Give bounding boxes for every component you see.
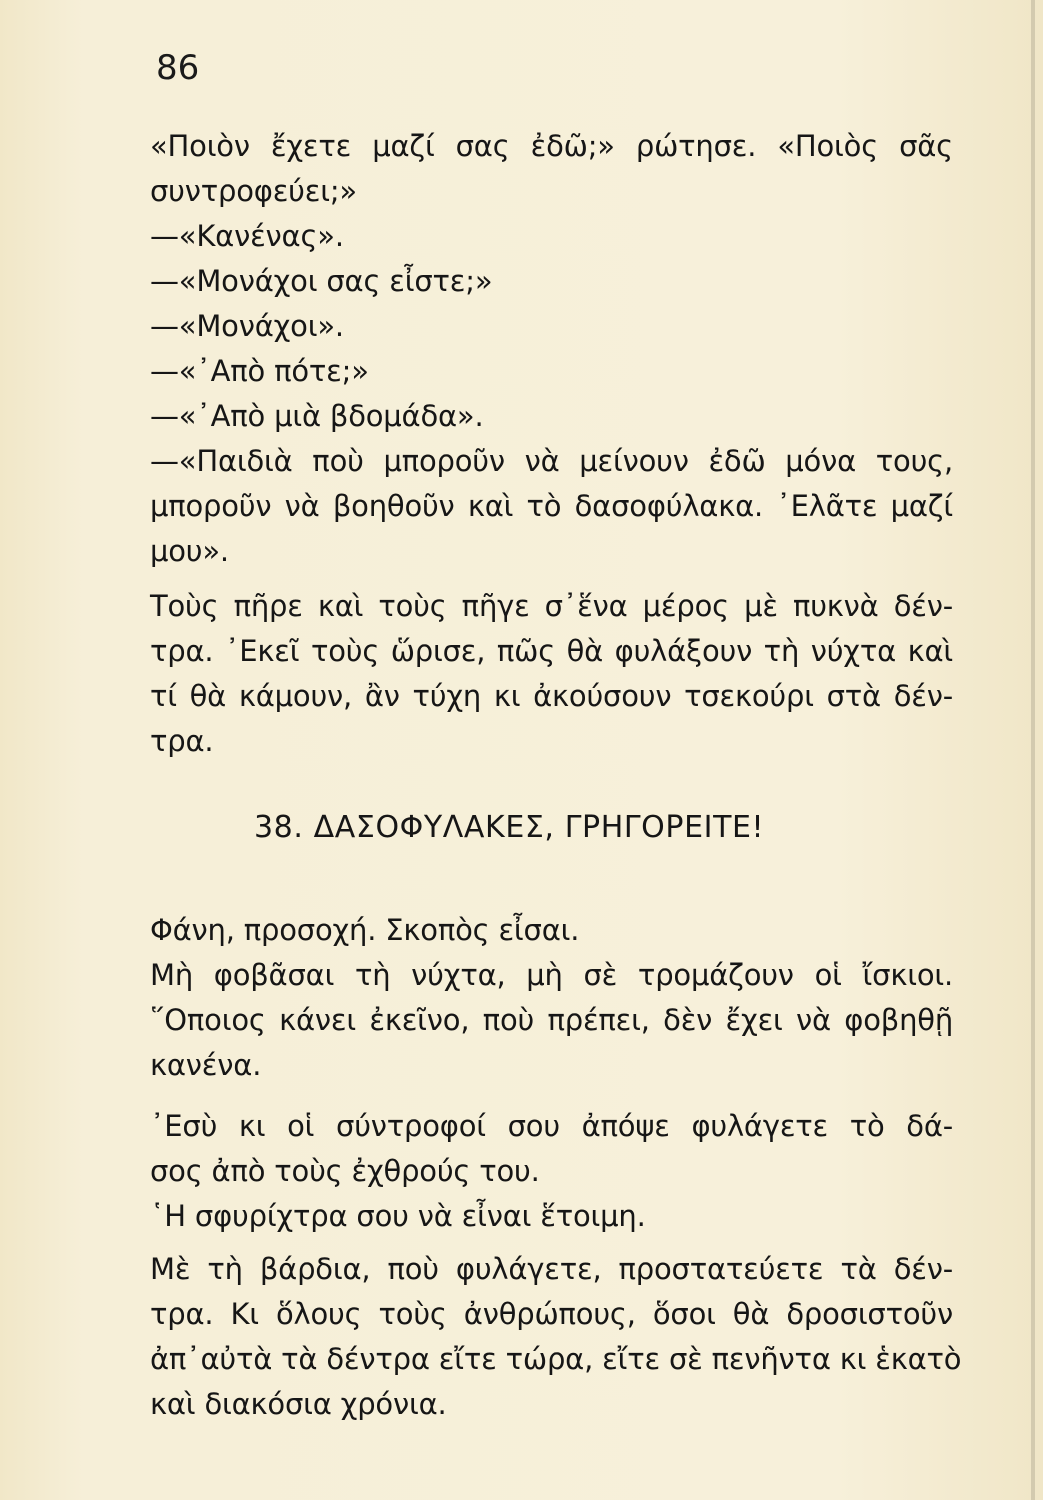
text-line: τρα. ᾿Εκεῖ τοὺς ὥρισε, πῶς θὰ φυλάξουν τὴ νύχτα καὶ [150, 634, 953, 668]
text-line: —«Μονάχοι σας εἶστε;» [150, 264, 493, 298]
text-line: κανένα. [150, 1048, 262, 1082]
text-line: Μὴ φοβᾶσαι τὴ νύχτα, μὴ σὲ τρομάζουν οἱ ἴσκιοι. [150, 958, 953, 992]
text-line: —«᾿Απὸ μιὰ βδομάδα». [150, 399, 484, 433]
text-line: τί θὰ κάμουν, ἂν τύχη κι ἀκούσουν τσεκούρι στὰ δέν- [150, 679, 953, 713]
text-line: Φάνη, προσοχή. Σκοπὸς εἶσαι. [150, 913, 580, 947]
text-line: τρα. Κι ὅλους τοὺς ἀνθρώπους, ὅσοι θὰ δροσιστοῦν [150, 1297, 953, 1331]
page-number: 86 [156, 48, 200, 88]
text-line: Τοὺς πῆρε καὶ τοὺς πῆγε σ᾿ἕνα μέρος μὲ πυκνὰ δέν- [150, 589, 953, 623]
text-line: —«᾿Απὸ πότε;» [150, 354, 369, 388]
text-line: καὶ διακόσια χρόνια. [150, 1387, 447, 1421]
text-line: ῞Οποιος κάνει ἐκεῖνο, ποὺ πρέπει, δὲν ἔχει νὰ φοβηθῇ [150, 1003, 953, 1037]
text-line: σος ἀπὸ τοὺς ἐχθρούς του. [150, 1154, 540, 1188]
text-line: μποροῦν νὰ βοηθοῦν καὶ τὸ δασοφύλακα. ᾿Ελᾶτε μαζί [150, 489, 953, 523]
dialogue-section [150, 124, 953, 764]
text-line: —«Παιδιὰ ποὺ μποροῦν νὰ μείνουν ἐδῶ μόνα τους, [150, 444, 953, 478]
text-line: —«Μονάχοι». [150, 309, 344, 343]
chapter-heading: 38. ΔΑΣΟΦΥΛΑΚΕΣ, ΓΡΗΓΟΡΕΙΤΕ! [254, 810, 765, 845]
text-line: ἀπ᾿αὐτὰ τὰ δέντρα εἴτε τώρα, εἴτε σὲ πενῆντα κι ἑκατὸ [150, 1342, 962, 1376]
text-line: ᾿Εσὺ κι οἱ σύντροφοί σου ἀπόψε φυλάγετε τὸ δά- [150, 1109, 953, 1143]
text-line: συντροφεύει;» [150, 174, 357, 208]
text-line: Μὲ τὴ βάρδια, ποὺ φυλάγετε, προστατεύετε τὰ δέν- [150, 1252, 953, 1286]
text-line: τρα. [150, 724, 214, 758]
narrative-section [150, 908, 962, 1427]
page-edge [1031, 0, 1035, 1500]
text-line: μου». [150, 534, 229, 568]
text-line: «Ποιὸν ἔχετε μαζί σας ἐδῶ;» ρώτησε. «Ποιὸς σᾶς [150, 129, 953, 163]
text-line: ῾Η σφυρίχτρα σου νὰ εἶναι ἕτοιμη. [150, 1199, 646, 1233]
text-line: —«Κανένας». [150, 219, 344, 253]
